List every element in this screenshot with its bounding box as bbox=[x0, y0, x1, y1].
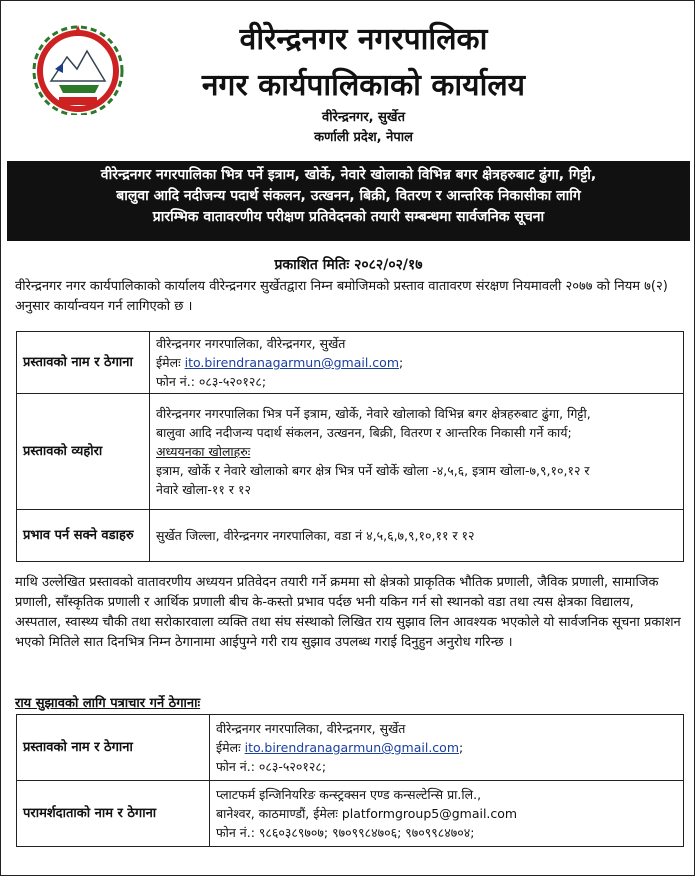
subject-line: बालुवा आदि नदीजन्य पदार्थ संकलन, उत्खनन, बिक्री, वितरण र आन्तरिक निकासी गर्ने कार्य; bbox=[156, 425, 572, 440]
consultant-name: प्लाटफर्म इन्जिनियरिङ कन्स्ट्रक्सन एण्ड कन्सल्टेन्सि प्रा.लि., bbox=[216, 787, 482, 802]
proposer-details bbox=[210, 715, 684, 781]
notice-banner bbox=[7, 161, 690, 241]
office-title: नगर कार्यपालिकाको कार्यालय bbox=[201, 68, 526, 103]
email-label: ईमेलः bbox=[156, 355, 181, 370]
consultant-phone: फोन नं.: ९८६०३८९७०७; ९७०९९८४७०६; ९७०९९८४७०४; bbox=[216, 825, 475, 840]
proposal-table bbox=[16, 331, 684, 562]
proposal-subject-label: प्रस्तावको व्यहोरा bbox=[17, 394, 150, 510]
proposer-email-link[interactable]: ito.birendranagarmun@gmail.com bbox=[184, 355, 400, 370]
published-date: प्रकाशित मितिः २०८२/०२/१७ bbox=[274, 257, 423, 273]
proposer-phone: फोन नं.: ०८३-५२०१२८; bbox=[156, 374, 267, 389]
email-suffix: ; bbox=[399, 355, 404, 370]
table-row bbox=[17, 781, 684, 847]
subject-line: नेवारे खोला-११ र १२ bbox=[156, 482, 251, 497]
table-row bbox=[17, 715, 684, 781]
header bbox=[1, 1, 695, 156]
table-row bbox=[17, 510, 684, 562]
subject-line: वीरेन्द्रनगर नगरपालिका भित्र पर्ने इत्राम, खोर्के, नेवारे खोलाको विभिन्न बगर क्षेत्रहरुबाट ढुंगा, गिट्टी, bbox=[156, 406, 591, 421]
contact-heading: राय सुझावको लागि पत्राचार गर्ने ठेगानाः bbox=[15, 696, 201, 711]
affected-wards-value: सुर्खेत जिल्ला, वीरेन्द्रनगर नगरपालिका, वडा नं ४,५,६,७,९,१०,११ र १२ bbox=[150, 510, 684, 562]
consultant-address-email: बानेश्वर, काठमाण्डौं, ईमेलः platformgroup5@gmail.com bbox=[216, 806, 518, 821]
nepal-emblem-icon bbox=[29, 23, 127, 115]
address-line-2: कर्णाली प्रदेश, नेपाल bbox=[314, 130, 413, 145]
banner-line-2: बालुवा आदि नदीजन्य पदार्थ संकलन, उत्खनन, बिक्री, वितरण र आन्तरिक निकासीका लागि bbox=[116, 188, 581, 204]
intro-paragraph: वीरेन्द्रनगर नगर कार्यपालिकाको कार्यालय वीरेन्द्रनगर सुर्खेतद्वारा निम्न बमोजिमको प्रस्ताव वातावरण संरक्षण नियमावली २०७७ को नियम ७(२) अनुसार कार्यान्वयन गर्न लागिएको छ । bbox=[15, 279, 668, 314]
proposer-email-line bbox=[216, 738, 677, 757]
email-suffix: ; bbox=[459, 740, 464, 755]
proposer-phone: फोन नं.: ०८३-५२०१२८; bbox=[216, 759, 327, 774]
proposal-subject-details bbox=[150, 394, 684, 510]
study-rivers-heading: अध्ययनका खोलाहरुः bbox=[156, 444, 251, 459]
proposer-email-line bbox=[156, 353, 677, 372]
proposer-details bbox=[150, 332, 684, 394]
consultant-details bbox=[210, 781, 684, 847]
proposer-email-link[interactable]: ito.birendranagarmun@gmail.com bbox=[244, 740, 460, 755]
banner-line-3: प्रारम्भिक वातावरणीय परीक्षण प्रतिवेदनको तयारी सम्बन्धमा सार्वजनिक सूचना bbox=[152, 209, 545, 225]
proposer-label: प्रस्तावको नाम र ठेगाना bbox=[17, 332, 150, 394]
table-row bbox=[17, 332, 684, 394]
email-label: ईमेलः bbox=[216, 740, 241, 755]
body-paragraph: माथि उल्लेखित प्रस्तावको वातावरणीय अध्ययन प्रतिवेदन तयारी गर्ने क्रममा सो क्षेत्रको प्राकृतिक भौतिक प्रणाली, जैविक प्रणाली, सामाजिक प्रणाली, साँस्कृतिक प्रणाली र आर्थिक प्रणाली बीच के-कस्तो प्रभाव पर्दछ भनी यकिन गर्न सो स्थानको वडा तथा त्यस क्षेत्रका विद्यालय, अस्पताल, स्वास्थ्य चौकी तथा सरोकारवाला व्यक्ति तथा संघ संस्थाको लिखित राय सुझाव लिन आवश्यक भएकोले यो सार्वजनिक सूचना प्रकाशन भएको मितिले सात दिनभित्र निम्न ठेगानामा आईपुग्ने गरी राय सुझाव उपलब्ध गराई दिनुहुन अनुरोध गरिन्छ । bbox=[15, 575, 681, 650]
municipality-title: वीरेन्द्रनगर नगरपालिका bbox=[239, 22, 488, 57]
subject-line: इत्राम, खोर्के र नेवारे खोलाको बगर क्षेत्र भित्र पर्ने खोर्के खोला -४,५,६, इत्राम खोला-७,९,१०,१२ र bbox=[156, 463, 590, 478]
contact-table bbox=[16, 714, 684, 847]
address-line-1: वीरेन्द्रनगर, सुर्खेत bbox=[322, 110, 405, 125]
proposer-name: वीरेन्द्रनगर नगरपालिका, वीरेन्द्रनगर, सुर्खेत bbox=[216, 721, 406, 736]
consultant-label: परामर्शदाताको नाम र ठेगाना bbox=[17, 781, 210, 847]
proposer-label: प्रस्तावको नाम र ठेगाना bbox=[17, 715, 210, 781]
banner-line-1: वीरेन्द्रनगर नगरपालिका भित्र पर्ने इत्राम, खोर्के, नेवारे खोलाको विभिन्न बगर क्षेत्रहरुबाट ढुंगा, गिट्टी, bbox=[100, 167, 597, 183]
table-row bbox=[17, 394, 684, 510]
proposer-name: वीरेन्द्रनगर नगरपालिका, वीरेन्द्रनगर, सुर्खेत bbox=[156, 336, 346, 351]
affected-wards-label: प्रभाव पर्न सक्ने वडाहरु bbox=[17, 510, 150, 562]
